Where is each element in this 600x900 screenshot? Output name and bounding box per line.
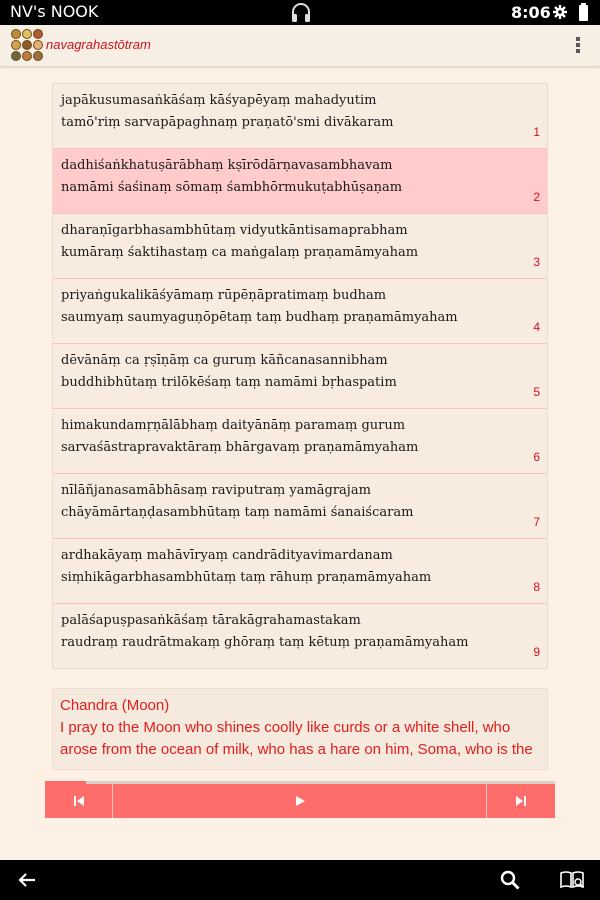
- gear-icon: [553, 5, 567, 19]
- verse-row[interactable]: [53, 344, 547, 409]
- verse-line-2: buddhibhūtaṃ trilōkēśaṃ taṃ namāmi bṛhaspatim: [61, 375, 397, 390]
- verse-line-2: namāmi śaśinaṃ sōmaṃ śambhōrmukuṭabhūṣaṇam: [61, 180, 403, 195]
- verse-number: 8: [533, 580, 540, 594]
- headphones-icon: [291, 3, 311, 22]
- verse-number: 4: [533, 320, 540, 334]
- verse-row[interactable]: [53, 474, 547, 539]
- previous-icon: [73, 795, 85, 807]
- back-icon[interactable]: [17, 871, 37, 889]
- device-name: NV's NOOK: [10, 2, 99, 21]
- play-icon: [294, 795, 306, 807]
- overflow-menu-icon[interactable]: [571, 37, 585, 55]
- search-icon[interactable]: [500, 870, 520, 890]
- verse-line-1: nīlāñjanasamābhāsaṃ raviputraṃ yamāgrajam: [61, 483, 371, 498]
- verse-line-2: sarvaśāstrapravaktāraṃ bhārgavaṃ praṇamāmyaham: [61, 440, 419, 455]
- verse-line-1: palāśapuṣpasaṅkāśaṃ tārakāgrahamastakam: [61, 613, 361, 628]
- next-icon: [515, 795, 527, 807]
- verse-number: 7: [533, 515, 540, 529]
- verse-list: [52, 83, 548, 669]
- next-button[interactable]: [487, 784, 555, 818]
- verse-row[interactable]: [53, 539, 547, 604]
- status-bar: [0, 0, 600, 25]
- verse-line-1: japākusumasaṅkāśaṃ kāśyapēyaṃ mahadyutim: [61, 93, 377, 108]
- reader-icon[interactable]: [560, 870, 584, 890]
- verse-line-2: kumāraṃ śaktihastaṃ ca maṅgalaṃ praṇamāmyaham: [61, 245, 419, 260]
- verse-number: 5: [533, 385, 540, 399]
- verse-line-1: priyaṅgukalikāśyāmaṃ rūpēṇāpratimaṃ budham: [61, 288, 387, 303]
- system-nav-bar: [0, 860, 600, 900]
- verse-line-1: ardhakāyaṃ mahāvīryaṃ candrādityavimardanam: [61, 548, 393, 563]
- translation-panel: [52, 688, 548, 770]
- verse-row[interactable]: [53, 84, 547, 149]
- verse-number: 3: [533, 255, 540, 269]
- verse-row[interactable]: [53, 214, 547, 279]
- verse-line-2: tamō'riṃ sarvapāpaghnaṃ praṇatō'smi divākaram: [61, 115, 394, 130]
- verse-line-2: siṃhikāgarbhasambhūtaṃ taṃ rāhuṃ praṇamāmyaham: [61, 570, 432, 585]
- app-bar: [0, 25, 600, 67]
- verse-row[interactable]: [53, 604, 547, 669]
- verse-line-1: dharaṇīgarbhasambhūtaṃ vidyutkāntisamaprabham: [61, 223, 408, 238]
- verse-number: 2: [533, 190, 540, 204]
- verse-line-1: dadhiśaṅkhatuṣārābhaṃ kṣīrōdārṇavasambhavam: [61, 158, 393, 173]
- verse-row[interactable]: [53, 279, 547, 344]
- verse-line-2: saumyaṃ saumyaguṇōpētaṃ taṃ budhaṃ praṇamāmyaham: [61, 310, 458, 325]
- verse-line-2: chāyāmārtaṇḍasambhūtaṃ taṃ namāmi śanaiścaram: [61, 505, 414, 520]
- verse-number: 1: [533, 125, 540, 139]
- verse-line-1: himakundamṛṇālābhaṃ daityānāṃ paramaṃ gurum: [61, 418, 406, 433]
- verse-number: 9: [533, 645, 540, 659]
- app-title: navagrahastōtram: [46, 37, 151, 52]
- previous-button[interactable]: [45, 784, 113, 818]
- play-button[interactable]: [113, 784, 487, 818]
- app-logo[interactable]: [11, 29, 43, 61]
- verse-row[interactable]: [53, 409, 547, 474]
- verse-line-1: dēvānāṃ ca ṛṣīṇāṃ ca guruṃ kāñcanasannibham: [61, 353, 388, 368]
- verse-row[interactable]: [53, 149, 547, 214]
- battery-icon: [579, 5, 588, 21]
- verse-line-2: raudraṃ raudrātmakaṃ ghōraṃ taṃ kētuṃ praṇamāmyaham: [61, 635, 469, 650]
- translation-heading: Chandra (Moon): [60, 697, 170, 714]
- translation-text: I pray to the Moon who shines coolly like curds or a white shell, who arose from the ocean of milk, who has a hare on him, Soma, who is the: [60, 719, 533, 758]
- player-controls: [45, 784, 555, 818]
- clock: 8:06: [511, 3, 551, 22]
- verse-number: 6: [533, 450, 540, 464]
